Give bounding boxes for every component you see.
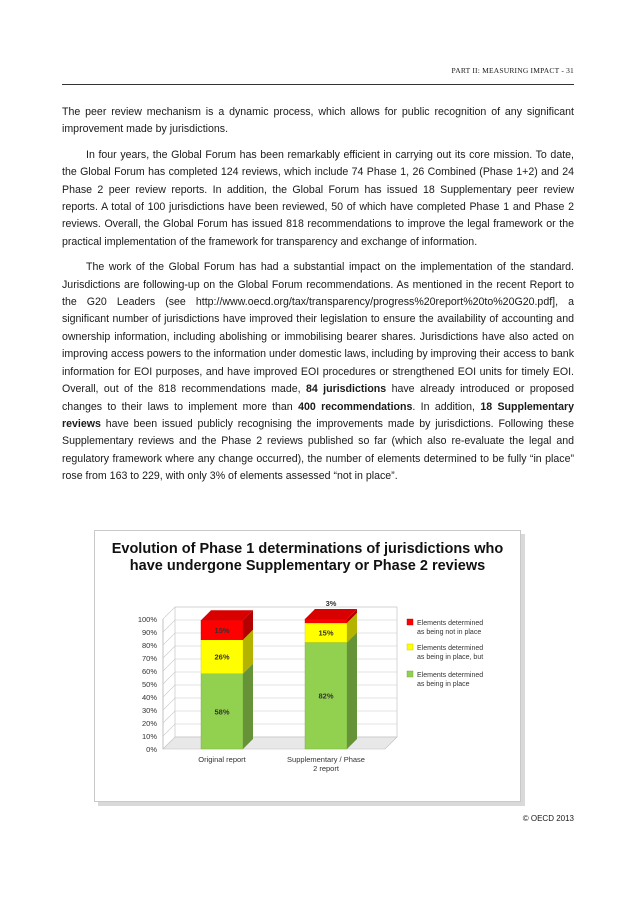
- legend-label: as being not in place: [417, 629, 482, 636]
- bold-18-supplementary-reviews: 18 Supplementary reviews: [62, 400, 574, 430]
- bold-84-jurisdictions: 84 jurisdictions: [305, 383, 387, 396]
- y-tick-label: 0%: [146, 745, 157, 754]
- paragraph-3: [62, 259, 574, 485]
- bar-segment-side: [243, 664, 253, 749]
- bar-data-label: 15%: [214, 626, 230, 636]
- chart-title-text: Evolution of Phase 1 determinations of jurisdictions who have undergone Supplementary or Phase 2 reviews: [111, 541, 504, 574]
- copyright-footer: © OECD 2013: [522, 814, 574, 823]
- paragraph-3-part-1: The work of the Global Forum has had a substantial impact on the implementation of the standard. Jurisdictions are following-up on the Global Forum recommendations. As mentioned in the recent Report to the G20 Leaders (see http://www.oecd.org/tax/transparency/progress%20report%20to%20G20.pdf], a significant number of jurisdictions have improved their legislation to ensure the availability of accounting and ownership information, including abolishing or immobilising bearer shares. Jurisdictions have also acted on improving access powers to the information under domestic laws, including by improving their access to bank information for EOI purposes, and have improved EOI procedures or strengthened EOI units for timely EOI. Overall, out of the 818 recommendations made,: [62, 261, 574, 396]
- bar-data-label: 26%: [214, 652, 230, 662]
- x-category-label: 2 report: [313, 764, 339, 773]
- legend-label: Elements determined: [417, 620, 484, 627]
- legend-label: Elements determined: [417, 672, 484, 679]
- stacked-bar-chart: [95, 531, 520, 801]
- legend-swatch: [407, 671, 413, 677]
- legend-label: Elements determined: [417, 645, 484, 652]
- y-tick-label: 70%: [141, 654, 157, 663]
- y-tick-label: 60%: [141, 667, 157, 676]
- legend-swatch: [407, 644, 413, 650]
- body-text: [62, 104, 574, 494]
- y-tick-label: 40%: [141, 693, 157, 702]
- chart-frame: [94, 530, 521, 802]
- y-tick-label: 10%: [141, 732, 157, 741]
- chart-floor: [163, 737, 397, 749]
- running-header: PART II: MEASURING IMPACT - 31: [451, 66, 574, 75]
- header-rule: [62, 84, 574, 85]
- y-tick-label: 100%: [137, 615, 157, 624]
- paragraph-3-part-4: have been issued publicly recognising the improvements made by jurisdictions. Following these Supplementary reviews and the Phase 2 reviews published so far (which also re-evaluate the legal and regulatory framework where any change occurred), the number of elements determined to be fully “in place” rose from 163 to 229, with only 3% of elements assessed “not in place”.: [62, 417, 574, 483]
- bar-data-label: 58%: [214, 707, 230, 717]
- y-tick-label: 90%: [141, 628, 157, 637]
- bar-data-label: 3%: [325, 599, 337, 608]
- y-tick-label: 30%: [141, 706, 157, 715]
- y-tick-label: 50%: [141, 680, 157, 689]
- legend-swatch: [407, 619, 413, 625]
- x-category-label: Supplementary / Phase: [287, 755, 365, 764]
- paragraph-3-part-3: . In addition,: [412, 400, 475, 413]
- x-category-label: Original report: [198, 755, 246, 764]
- y-tick-label: 20%: [141, 719, 157, 728]
- bar-data-label: 82%: [318, 691, 334, 701]
- bar-segment-front: [305, 619, 347, 623]
- bar-segment-side: [347, 632, 357, 749]
- bold-400-recommendations: 400 recommendations: [298, 400, 413, 413]
- paragraph-3-part-2: have already introduced or proposed changes to their laws to implement more than: [62, 383, 575, 413]
- paragraph-1: The peer review mechanism is a dynamic process, which allows for public recognition of any significant improvement made by jurisdictions.: [62, 106, 574, 136]
- legend-label: as being in place: [417, 681, 470, 688]
- bar-data-label: 15%: [318, 628, 334, 638]
- legend-label: as being in place, but: [417, 654, 484, 661]
- y-tick-label: 80%: [141, 641, 157, 650]
- paragraph-2: In four years, the Global Forum has been remarkably efficient in carrying out its core mission. To date, the Global Forum has completed 124 reviews, which include 74 Phase 1, 26 Combined (Phase 1+2) and 24 Phase 2 peer review reports. In addition, the Global Forum has issued 18 Supplementary peer review reports. A total of 100 jurisdictions have been reviewed, 50 of which have completed Phase 1 and Phase 2 reviews. Overall, the Global Forum has issued 818 recommendations to improve the legal framework or the practical implementation of the framework for transparency and exchange of information.: [62, 148, 574, 248]
